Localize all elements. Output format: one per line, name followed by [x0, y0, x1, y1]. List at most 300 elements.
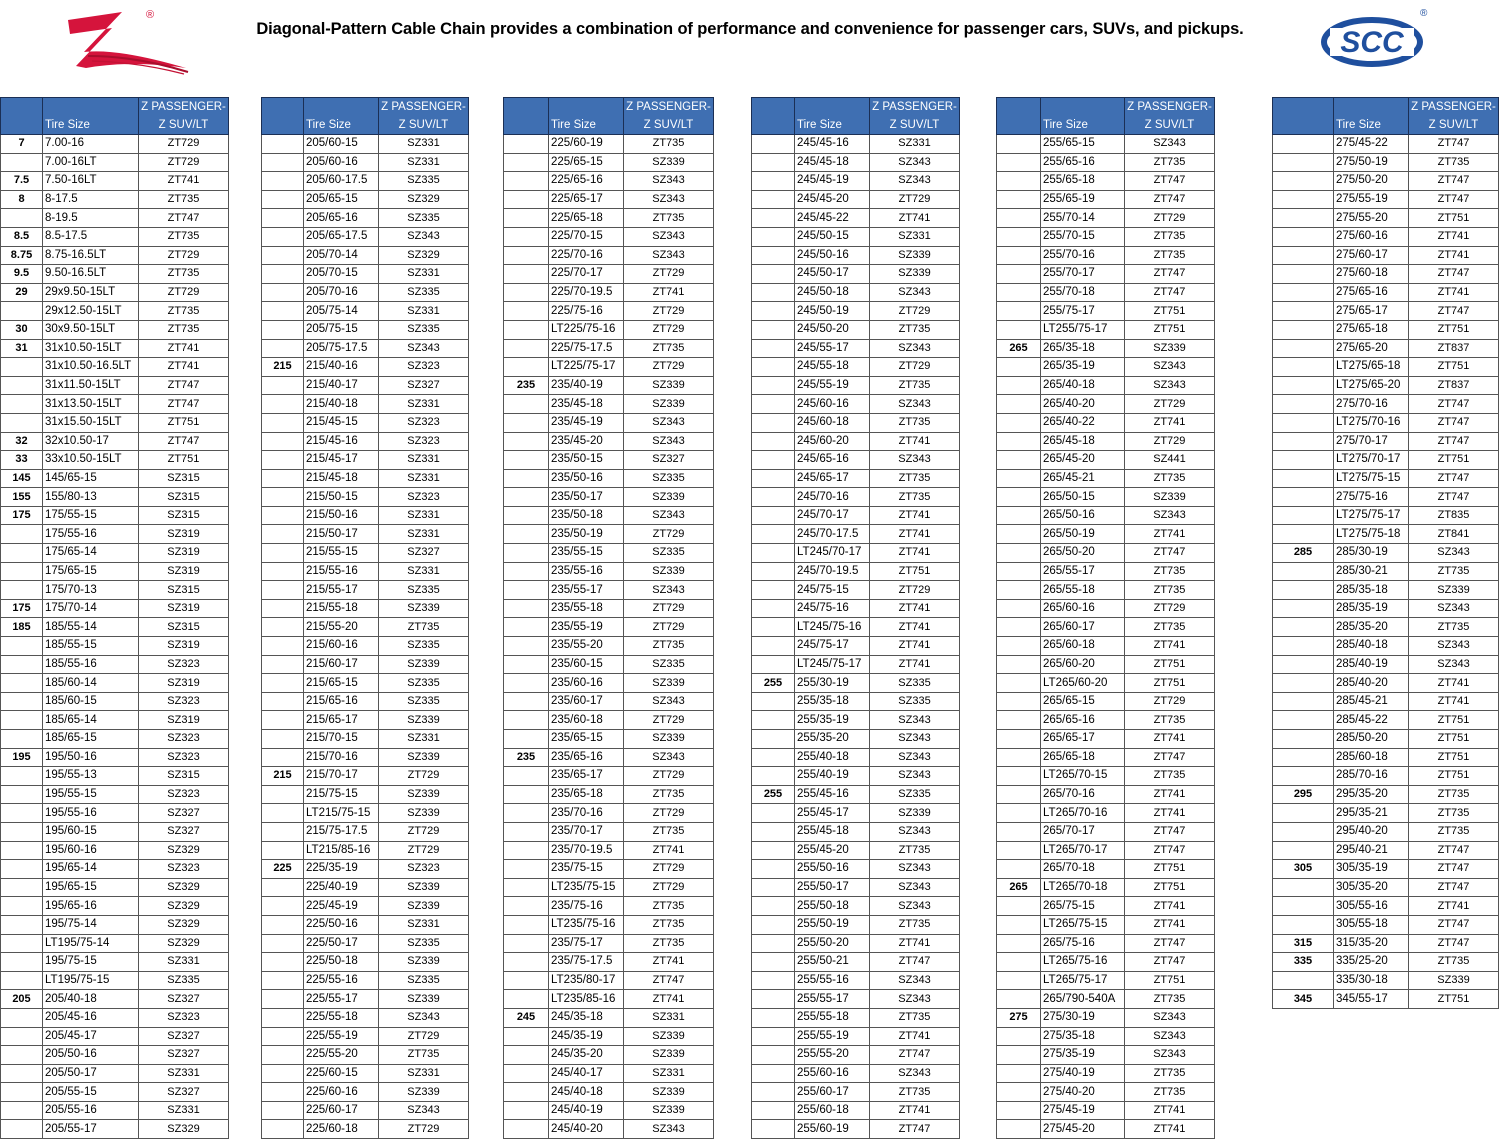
group-cell	[1, 971, 43, 990]
group-cell	[752, 320, 795, 339]
table-row	[1, 320, 229, 339]
chain-model-cell: SZ319	[139, 674, 229, 693]
table-row	[1273, 153, 1499, 172]
group-cell	[1, 804, 43, 823]
tire-size-cell: 255/60-17	[795, 1083, 870, 1102]
tire-size-cell: 255/45-18	[795, 822, 870, 841]
table-row	[997, 581, 1215, 600]
tire-size-cell: 245/50-18	[795, 283, 870, 302]
group-cell	[262, 637, 304, 656]
chain-header-line2: Z SUV/LT	[158, 119, 209, 131]
tire-size-cell: 245/45-16	[795, 135, 870, 154]
table-row	[1273, 562, 1499, 581]
chain-model-cell: SZ339	[1125, 339, 1215, 358]
group-cell	[1273, 599, 1334, 618]
tire-size-cell: LT215/75-15	[304, 804, 379, 823]
table-row	[752, 172, 960, 191]
tire-size-cell: 255/70-16	[1041, 246, 1125, 265]
tire-size-cell: 235/65-17	[549, 767, 624, 786]
chain-model-cell: ZT741	[1125, 413, 1215, 432]
group-cell	[1, 1008, 43, 1027]
group-cell	[997, 432, 1041, 451]
tire-size-cell: 235/50-15	[549, 451, 624, 470]
chain-model-cell: SZ319	[139, 711, 229, 730]
group-cell	[1273, 265, 1334, 284]
chain-model-cell: ZT729	[1125, 599, 1215, 618]
table-row	[504, 971, 714, 990]
tire-size-table-3	[503, 97, 714, 1139]
chain-model-cell: SZ343	[624, 748, 714, 767]
group-cell	[262, 655, 304, 674]
tire-size-cell: 245/40-20	[549, 1120, 624, 1139]
table-row	[997, 822, 1215, 841]
tire-size-cell: 225/40-19	[304, 878, 379, 897]
group-cell	[262, 395, 304, 414]
group-cell	[752, 804, 795, 823]
table-row	[752, 413, 960, 432]
tire-size-cell: 225/55-16	[304, 971, 379, 990]
tire-size-cell: LT275/75-15	[1334, 469, 1409, 488]
chain-model-cell: SZ331	[379, 1064, 469, 1083]
chain-model-cell: SZ343	[624, 227, 714, 246]
chain-model-cell: ZT741	[870, 209, 960, 228]
chain-model-cell: SZ331	[870, 135, 960, 154]
group-cell	[1273, 320, 1334, 339]
chain-model-cell: SZ327	[624, 451, 714, 470]
group-cell	[504, 302, 549, 321]
chain-model-cell: SZ343	[379, 1008, 469, 1027]
group-cell: 8.5	[1, 227, 43, 246]
chain-model-cell: SZ343	[870, 990, 960, 1009]
tire-size-cell: 255/75-17	[1041, 302, 1125, 321]
chain-model-cell: SZ327	[379, 544, 469, 563]
tire-size-cell: 275/65-16	[1334, 283, 1409, 302]
group-cell	[997, 320, 1041, 339]
chain-model-cell: SZ331	[379, 135, 469, 154]
tire-size-cell: 275/70-17	[1334, 432, 1409, 451]
chain-model-cell: SZ339	[379, 804, 469, 823]
group-cell	[262, 618, 304, 637]
table-row	[752, 581, 960, 600]
chain-model-cell: SZ339	[379, 953, 469, 972]
chain-header-line2: Z SUV/LT	[1428, 119, 1479, 131]
chain-model-cell: ZT741	[624, 283, 714, 302]
chain-model-cell: SZ331	[379, 562, 469, 581]
group-cell	[504, 618, 549, 637]
group-cell	[752, 339, 795, 358]
table-row	[997, 897, 1215, 916]
tire-size-cell: 245/50-17	[795, 265, 870, 284]
chain-model-cell: SZ339	[870, 265, 960, 284]
group-cell	[997, 172, 1041, 191]
tire-size-cell: 215/70-16	[304, 748, 379, 767]
chain-model-cell: ZT735	[139, 302, 229, 321]
group-cell	[997, 190, 1041, 209]
chain-model-cell: ZT735	[1125, 153, 1215, 172]
chain-model-cell: SZ339	[379, 748, 469, 767]
chain-model-header	[870, 98, 960, 135]
table-row	[262, 1064, 469, 1083]
group-cell	[262, 934, 304, 953]
group-cell	[504, 339, 549, 358]
tire-size-cell: 275/65-17	[1334, 302, 1409, 321]
tire-size-cell: 265/70-17	[1041, 822, 1125, 841]
tire-size-cell: 225/60-18	[304, 1120, 379, 1139]
table-row	[504, 265, 714, 284]
group-cell: 9.5	[1, 265, 43, 284]
chain-model-cell: ZT735	[139, 320, 229, 339]
chain-model-cell: SZ343	[624, 432, 714, 451]
chain-model-cell: ZT735	[1125, 227, 1215, 246]
group-cell	[262, 376, 304, 395]
table-row	[1, 395, 229, 414]
tire-size-cell: 8.5-17.5	[43, 227, 139, 246]
table-row	[997, 227, 1215, 246]
chain-model-cell: ZT735	[870, 376, 960, 395]
tire-size-cell: LT275/70-17	[1334, 451, 1409, 470]
chain-model-cell: SZ339	[624, 1101, 714, 1120]
tire-size-cell: 29x9.50-15LT	[43, 283, 139, 302]
tire-size-cell: 205/70-16	[304, 283, 379, 302]
table-row	[1, 692, 229, 711]
chain-model-cell: ZT729	[624, 767, 714, 786]
chain-model-cell: SZ331	[379, 506, 469, 525]
group-cell	[504, 172, 549, 191]
group-cell	[262, 915, 304, 934]
chain-model-cell: SZ329	[379, 190, 469, 209]
table-row	[752, 897, 960, 916]
group-cell	[1273, 878, 1334, 897]
chain-model-cell: SZ335	[624, 544, 714, 563]
group-cell	[262, 897, 304, 916]
chain-model-cell: SZ343	[870, 822, 960, 841]
group-cell	[752, 953, 795, 972]
group-cell	[262, 730, 304, 749]
tire-size-cell: 225/55-20	[304, 1046, 379, 1065]
table-row	[504, 599, 714, 618]
table-row	[997, 265, 1215, 284]
tire-size-cell: 255/45-16	[795, 785, 870, 804]
table-row	[752, 265, 960, 284]
group-cell	[504, 767, 549, 786]
table-row	[1, 525, 229, 544]
group-cell	[752, 525, 795, 544]
tire-size-cell: 155/80-13	[43, 488, 139, 507]
chain-model-cell: ZT747	[139, 209, 229, 228]
group-cell	[1273, 339, 1334, 358]
tire-size-cell: 7.00-16LT	[43, 153, 139, 172]
group-cell	[504, 506, 549, 525]
group-cell	[1, 860, 43, 879]
table-row	[752, 506, 960, 525]
table-row	[504, 246, 714, 265]
chain-model-cell: ZT735	[1125, 618, 1215, 637]
table-row	[1, 785, 229, 804]
chain-model-cell: ZT729	[1125, 432, 1215, 451]
group-cell	[997, 451, 1041, 470]
group-cell	[997, 674, 1041, 693]
tire-size-cell: 245/55-19	[795, 376, 870, 395]
group-cell	[752, 413, 795, 432]
group-cell	[262, 339, 304, 358]
table-row	[752, 451, 960, 470]
table-row	[262, 432, 469, 451]
group-cell	[997, 1046, 1041, 1065]
group-cell: 195	[1, 748, 43, 767]
table-row	[752, 785, 960, 804]
group-cell	[752, 135, 795, 154]
chain-model-cell: SZ329	[139, 934, 229, 953]
tire-size-cell: LT265/70-18	[1041, 878, 1125, 897]
group-cell	[504, 711, 549, 730]
group-cell	[1, 395, 43, 414]
table-row	[752, 655, 960, 674]
table-row	[504, 339, 714, 358]
chain-model-cell: ZT735	[1409, 822, 1499, 841]
tire-size-cell: 215/65-16	[304, 692, 379, 711]
tire-size-cell: 235/60-17	[549, 692, 624, 711]
group-cell	[1, 544, 43, 563]
tire-size-cell: 205/50-17	[43, 1064, 139, 1083]
tire-size-cell: 195/55-13	[43, 767, 139, 786]
chain-model-cell: SZ343	[870, 767, 960, 786]
group-cell	[262, 172, 304, 191]
chain-model-cell: ZT735	[1125, 1083, 1215, 1102]
chain-model-cell: ZT735	[870, 413, 960, 432]
chain-model-cell: SZ315	[139, 488, 229, 507]
tire-size-cell: 235/55-17	[549, 581, 624, 600]
tire-size-cell: 235/75-16	[549, 897, 624, 916]
table-row	[262, 730, 469, 749]
table-row	[262, 1008, 469, 1027]
chain-model-cell: ZT741	[139, 358, 229, 377]
chain-model-cell: SZ441	[1125, 451, 1215, 470]
tire-size-cell: 245/70-17.5	[795, 525, 870, 544]
tire-size-cell: 205/65-15	[304, 190, 379, 209]
table-row	[262, 562, 469, 581]
group-cell	[1273, 748, 1334, 767]
chain-model-cell: ZT729	[379, 841, 469, 860]
table-row	[752, 320, 960, 339]
tire-size-cell: 225/50-18	[304, 953, 379, 972]
group-cell: 285	[1273, 544, 1334, 563]
chain-model-cell: ZT741	[624, 841, 714, 860]
tire-size-cell: 255/50-18	[795, 897, 870, 916]
chain-model-cell: SZ343	[1125, 135, 1215, 154]
tire-size-cell: 255/55-17	[795, 990, 870, 1009]
table-row	[997, 190, 1215, 209]
tire-size-cell: 265/35-19	[1041, 358, 1125, 377]
chain-model-cell: ZT741	[139, 172, 229, 191]
chain-model-cell: SZ343	[1125, 358, 1215, 377]
group-cell	[1, 953, 43, 972]
table-row	[1273, 767, 1499, 786]
table-row	[752, 637, 960, 656]
table-row	[752, 283, 960, 302]
tire-size-cell: 205/75-14	[304, 302, 379, 321]
table-row	[1273, 451, 1499, 470]
chain-model-cell: ZT751	[1125, 860, 1215, 879]
tire-size-cell: 285/60-18	[1334, 748, 1409, 767]
table-row	[504, 413, 714, 432]
tire-size-cell: 275/55-20	[1334, 209, 1409, 228]
group-cell	[997, 841, 1041, 860]
tire-size-cell: 265/40-22	[1041, 413, 1125, 432]
table-row	[997, 525, 1215, 544]
chain-model-cell: SZ323	[139, 785, 229, 804]
tire-size-cell: 235/60-18	[549, 711, 624, 730]
tire-size-cell: 255/70-15	[1041, 227, 1125, 246]
scc-brand-logo	[1320, 4, 1432, 70]
tire-size-cell: 245/60-18	[795, 413, 870, 432]
table-row	[262, 1046, 469, 1065]
group-cell	[1273, 730, 1334, 749]
chain-model-cell: ZT729	[624, 320, 714, 339]
tire-size-cell: 265/50-15	[1041, 488, 1125, 507]
group-cell	[997, 990, 1041, 1009]
chain-model-cell: ZT751	[1125, 971, 1215, 990]
table-row	[1273, 190, 1499, 209]
chain-model-cell: SZ339	[379, 711, 469, 730]
table-row	[262, 804, 469, 823]
tire-size-cell: 275/50-20	[1334, 172, 1409, 191]
table-row	[997, 599, 1215, 618]
chain-model-cell: ZT741	[870, 655, 960, 674]
tire-size-cell: 255/50-19	[795, 915, 870, 934]
table-row	[752, 562, 960, 581]
tire-size-cell: 175/70-14	[43, 599, 139, 618]
table-row	[997, 1008, 1215, 1027]
table-row	[262, 953, 469, 972]
group-cell	[1273, 376, 1334, 395]
chain-model-cell: ZT735	[1125, 469, 1215, 488]
chain-model-cell: ZT735	[139, 190, 229, 209]
chain-model-cell: ZT735	[624, 915, 714, 934]
tire-size-cell: 185/65-15	[43, 730, 139, 749]
group-cell	[262, 785, 304, 804]
table-row	[1, 878, 229, 897]
table-row	[752, 1027, 960, 1046]
table-row	[997, 692, 1215, 711]
group-cell	[752, 1120, 795, 1139]
group-cell	[262, 190, 304, 209]
table-row	[504, 860, 714, 879]
group-cell	[1, 692, 43, 711]
chain-model-cell: SZ339	[379, 897, 469, 916]
tire-size-cell: LT245/70-17	[795, 544, 870, 563]
group-cell	[504, 1064, 549, 1083]
tire-size-cell: 265/55-18	[1041, 581, 1125, 600]
chain-model-cell: ZT729	[624, 599, 714, 618]
group-cell	[752, 265, 795, 284]
table-row	[752, 618, 960, 637]
tire-size-cell: 275/40-20	[1041, 1083, 1125, 1102]
table-row	[1273, 674, 1499, 693]
table-row	[1273, 915, 1499, 934]
header-row	[1273, 98, 1499, 135]
chain-model-cell: ZT729	[379, 1120, 469, 1139]
table-row	[262, 860, 469, 879]
table-row	[997, 953, 1215, 972]
tire-size-cell: 255/70-17	[1041, 265, 1125, 284]
tire-size-cell: 255/50-20	[795, 934, 870, 953]
tire-size-cell: 245/60-16	[795, 395, 870, 414]
table-row	[752, 934, 960, 953]
tire-size-header: Tire Size	[43, 98, 139, 135]
table-row	[997, 413, 1215, 432]
table-row	[504, 153, 714, 172]
group-cell	[752, 302, 795, 321]
group-cell	[1273, 804, 1334, 823]
chain-model-cell: SZ335	[870, 785, 960, 804]
chain-model-cell: ZT747	[1409, 915, 1499, 934]
tire-size-cell: 245/50-16	[795, 246, 870, 265]
tire-size-cell: 255/70-14	[1041, 209, 1125, 228]
tire-size-cell: 225/60-15	[304, 1064, 379, 1083]
tire-size-cell: 295/40-20	[1334, 822, 1409, 841]
group-cell	[1273, 190, 1334, 209]
tire-size-cell: 255/40-18	[795, 748, 870, 767]
table-row	[1273, 227, 1499, 246]
chain-model-cell: SZ331	[139, 953, 229, 972]
group-cell	[997, 246, 1041, 265]
table-row	[752, 822, 960, 841]
group-cell	[1273, 432, 1334, 451]
table-row	[1273, 413, 1499, 432]
group-cell	[997, 748, 1041, 767]
table-row	[1, 915, 229, 934]
table-row	[752, 469, 960, 488]
tire-size-cell: LT215/85-16	[304, 841, 379, 860]
group-cell	[1273, 692, 1334, 711]
group-cell	[752, 246, 795, 265]
group-cell	[262, 283, 304, 302]
table-row	[997, 1064, 1215, 1083]
group-cell	[1, 1083, 43, 1102]
tire-size-cell: 265/60-20	[1041, 655, 1125, 674]
chain-model-cell: ZT747	[1125, 190, 1215, 209]
table-row	[504, 953, 714, 972]
group-cell	[504, 320, 549, 339]
tire-size-cell: 195/55-16	[43, 804, 139, 823]
group-cell	[504, 190, 549, 209]
chain-model-cell: SZ327	[139, 990, 229, 1009]
table-row	[752, 190, 960, 209]
group-cell	[997, 785, 1041, 804]
group-cell	[752, 748, 795, 767]
group-cell	[1, 637, 43, 656]
group-cell	[752, 153, 795, 172]
table-row	[997, 562, 1215, 581]
table-row	[997, 488, 1215, 507]
group-cell	[1273, 469, 1334, 488]
tire-size-cell: LT265/70-16	[1041, 804, 1125, 823]
tire-size-cell: 205/75-15	[304, 320, 379, 339]
tire-size-cell: 305/55-16	[1334, 897, 1409, 916]
chain-model-cell: ZT729	[624, 302, 714, 321]
group-cell	[997, 488, 1041, 507]
chain-model-cell: SZ339	[624, 1027, 714, 1046]
table-row	[752, 1046, 960, 1065]
table-row	[262, 469, 469, 488]
table-row	[262, 135, 469, 154]
group-cell	[262, 506, 304, 525]
chain-model-cell: SZ343	[624, 246, 714, 265]
tire-size-cell: 175/55-16	[43, 525, 139, 544]
group-cell	[997, 525, 1041, 544]
header-row	[997, 98, 1215, 135]
group-cell	[997, 860, 1041, 879]
